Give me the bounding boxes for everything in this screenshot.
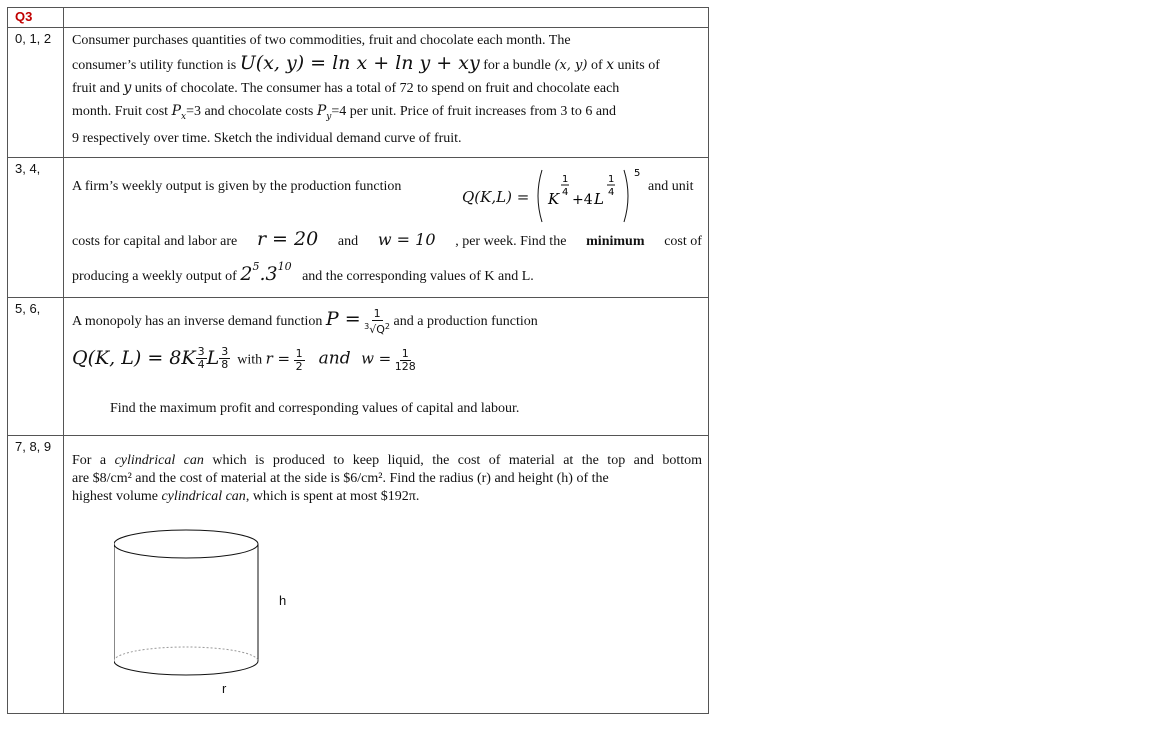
question-table [7, 7, 709, 714]
row-body-3 [64, 298, 709, 436]
r1-line3: fruit and y units of chocolate. The consumer has a total of 72 to spend on fruit and chocolate each [72, 80, 620, 96]
utility-formula: U(x, y) = ln x + ln y + xy [239, 52, 480, 74]
row-body-1 [64, 28, 709, 158]
svg-text:4: 4 [608, 187, 615, 198]
svg-text:5: 5 [634, 168, 641, 179]
svg-text:L: L [594, 190, 604, 208]
svg-text:4: 4 [562, 187, 569, 198]
row-key-1: 0, 1, 2 [8, 28, 64, 158]
r2-intro: A firm’s weekly output is given by the production function [72, 179, 402, 194]
header-empty-cell [64, 8, 709, 28]
r3-line1: A monopoly has an inverse demand function P = $\frac{1}{^3√Q^2}$ and a production function [72, 307, 538, 336]
row-body-2: A firm’s weekly output is given by the production function Q(K,L) = K 1 4 +4 L 1 4 5 and unit costs for capital and labor are r = 20 and w = 10 , per week. Find the minimum cost of producing a weekly output of $2^5.3^{10}$ and the corresponding values of K and L. [64, 158, 709, 298]
cylinder-diagram [114, 526, 314, 706]
r1-line1: Consumer purchases quantities of two commodities, fruit and chocolate each month. The [72, 33, 571, 48]
row-key-4: 7, 8, 9 [8, 436, 64, 714]
row-key-3: 5, 6, [8, 298, 64, 436]
r3-line2: Q(K, L) = 8K $\frac{3}{4}$ L $\frac{3}{8}$ with r = $\frac{1}{2}$ and w = $\frac{1}{128}$ [72, 345, 416, 373]
r2-line3: producing a weekly output of $2^5.3^{10}$ and the corresponding values of K and L. [72, 260, 534, 285]
r2-line2: costs for capital and labor are r = 20 and w = 10 , per week. Find the minimum cost of [72, 228, 702, 250]
row-body-4 [64, 436, 709, 714]
radius-label: r [222, 681, 227, 696]
svg-text:1: 1 [608, 174, 615, 185]
question-label: Q3 [8, 8, 64, 28]
svg-text:+4: +4 [572, 192, 593, 208]
r2-tail: and unit [648, 179, 694, 194]
r4-text: For a cylindrical can which is produced to keep liquid, the cost of material at the top and bottom are $8/cm² and the cost of material at the side is $6/cm². Find the radius (r) and height (h) of the highest volume cylindrical can, which is spent at most $192π. [72, 453, 702, 504]
svg-text:1: 1 [562, 174, 569, 185]
bracket-shape [534, 166, 644, 226]
r3-line3: Find the maximum profit and corresponding values of capital and labour. [110, 401, 520, 416]
r1-line4: month. Fruit cost $P_x=3$ and chocolate costs $P_y=4$ per unit. Price of fruit increases from 3 to 6 and [72, 103, 617, 122]
r1-line2: consumer’s utility function is U(x, y) = ln x + ln y + xy for a bundle (x, y) of x units of [72, 52, 660, 74]
r1-line5: 9 respectively over time. Sketch the individual demand curve of fruit. [72, 130, 462, 146]
row-key-2: 3, 4, [8, 158, 64, 298]
height-label: h [279, 593, 287, 608]
svg-text:K: K [548, 190, 560, 208]
